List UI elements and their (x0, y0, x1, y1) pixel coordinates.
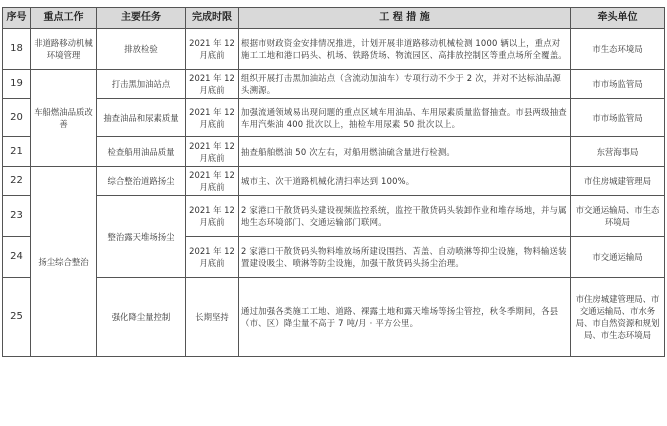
table-row (3, 70, 665, 99)
row-number: 25 (3, 278, 31, 357)
lead-unit-cell: 市市场监管局 (571, 70, 665, 99)
header-lead-unit: 牵头单位 (571, 8, 665, 29)
header-deadline: 完成时限 (186, 8, 239, 29)
deadline-cell: 2021 年 12 月底前 (186, 29, 239, 70)
lead-unit-cell: 市市场监管局 (571, 99, 665, 137)
table-row (3, 29, 665, 70)
deadline-cell: 2021 年 12 月底前 (186, 167, 239, 196)
row-number: 20 (3, 99, 31, 137)
work-measures-table (2, 7, 665, 357)
row-number: 18 (3, 29, 31, 70)
row-number: 19 (3, 70, 31, 99)
task-cell: 综合整治道路扬尘 (97, 167, 186, 196)
lead-unit-cell: 市交通运输局、市生态环境局 (571, 196, 665, 237)
measures-cell: 2 家港口干散货码头建设视频监控系统，监控干散货码头装卸作业和堆存场地，并与属地生态环境部门、交通运输部门联网。 (239, 196, 571, 237)
key-work-cell: 扬尘综合整治 (31, 167, 97, 357)
table-row (3, 99, 665, 137)
measures-cell: 通过加强各类施工工地、道路、裸露土地和露天堆场等扬尘管控，秋冬季期间，各县（市、区）降尘量不高于 7 吨/月 · 平方公里。 (239, 278, 571, 357)
row-number: 21 (3, 137, 31, 167)
deadline-cell: 2021 年 12 月底前 (186, 237, 239, 278)
header-measures: 工 程 措 施 (239, 8, 571, 29)
task-cell: 强化降尘量控制 (97, 278, 186, 357)
table-row (3, 278, 665, 357)
measures-cell: 抽查船舶燃油 50 次左右，对船用燃油硫含量进行检测。 (239, 137, 571, 167)
deadline-cell: 2021 年 12 月底前 (186, 99, 239, 137)
header-key-work: 重点工作 (31, 8, 97, 29)
measures-cell: 根据市财政资金安排情况推进，计划开展非道路移动机械检测 1000 辆以上，重点对施工工地和港口码头、机场、铁路货场、物流园区、高排放控制区等重点场所全覆盖。 (239, 29, 571, 70)
lead-unit-cell: 市住房城建管理局 (571, 167, 665, 196)
task-cell: 打击黑加油站点 (97, 70, 186, 99)
table-row (3, 167, 665, 196)
measures-cell: 加强流通领域易出现问题的重点区域车用油品、车用尿素质量监督抽查。市县两级抽查车用汽柴油 400 批次以上，抽检车用尿素 50 批次以上。 (239, 99, 571, 137)
deadline-cell: 2021 年 12 月底前 (186, 196, 239, 237)
measures-cell: 城市主、次干道路机械化清扫率达到 100%。 (239, 167, 571, 196)
task-cell: 抽查油品和尿素质量 (97, 99, 186, 137)
deadline-cell: 2021 年 12 月底前 (186, 70, 239, 99)
row-number: 22 (3, 167, 31, 196)
row-number: 23 (3, 196, 31, 237)
deadline-cell: 2021 年 12 月底前 (186, 137, 239, 167)
row-number: 24 (3, 237, 31, 278)
header-row (3, 8, 665, 29)
key-work-cell: 非道路移动机械环境管理 (31, 29, 97, 70)
header-main-task: 主要任务 (97, 8, 186, 29)
lead-unit-cell: 市住房城建管理局、市交通运输局、市水务局、市自然资源和规划局、市生态环境局 (571, 278, 665, 357)
lead-unit-cell: 市生态环境局 (571, 29, 665, 70)
deadline-cell: 长期坚持 (186, 278, 239, 357)
measures-cell: 组织开展打击黑加油站点（含流动加油车）专项行动不少于 2 次，并对不达标油品源头溯源。 (239, 70, 571, 99)
key-work-cell: 车船燃油品质改善 (31, 70, 97, 167)
lead-unit-cell: 东营海事局 (571, 137, 665, 167)
table-row (3, 196, 665, 237)
header-no: 序号 (3, 8, 31, 29)
task-cell: 排放检验 (97, 29, 186, 70)
table-row (3, 137, 665, 167)
task-cell: 整治露天堆场扬尘 (97, 196, 186, 278)
task-cell: 检查船用油品质量 (97, 137, 186, 167)
measures-cell: 2 家港口干散货码头物料堆放场所建设围挡、苫盖、自动喷淋等抑尘设施，物料输送装置建设吸尘、喷淋等防尘设施，加强干散货码头扬尘治理。 (239, 237, 571, 278)
lead-unit-cell: 市交通运输局 (571, 237, 665, 278)
